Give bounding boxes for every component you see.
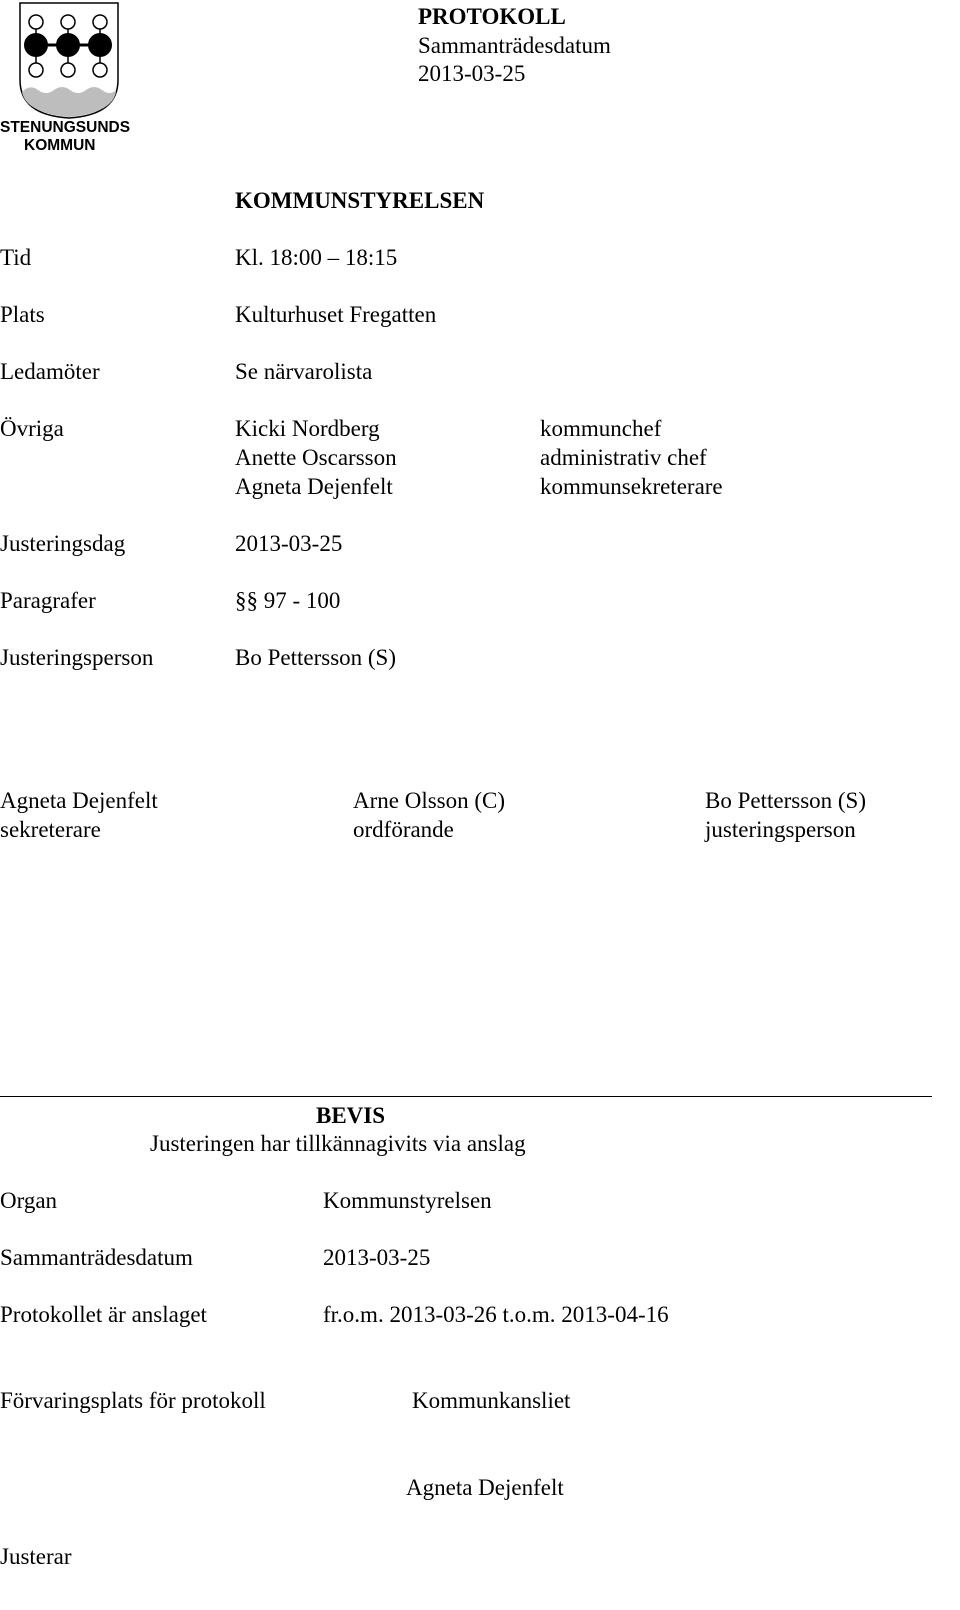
bevis-date-label: Sammanträdesdatum xyxy=(0,1245,193,1270)
ovriga-name: Anette Oscarsson xyxy=(235,445,397,470)
justeringsperson-label: Justeringsperson xyxy=(0,645,154,670)
justeringsdag-value: 2013-03-25 xyxy=(235,531,343,556)
ledamoter-value: Se närvarolista xyxy=(235,359,373,384)
ledamoter-label: Ledamöter xyxy=(0,359,100,384)
ovriga-name: Agneta Dejenfelt xyxy=(235,474,393,499)
bevis-subtitle: Justeringen har tillkännagivits via anslag xyxy=(150,1131,526,1156)
signature-name: Bo Pettersson (S) xyxy=(705,788,866,813)
justeringsdag-label: Justeringsdag xyxy=(0,531,126,556)
tid-value: Kl. 18:00 – 18:15 xyxy=(235,245,398,270)
bevis-title: BEVIS xyxy=(316,1103,386,1128)
signature-role: sekreterare xyxy=(0,817,101,842)
meeting-date-label: Sammanträdesdatum xyxy=(418,33,611,58)
justerar-label: Justerar xyxy=(0,1544,72,1569)
forvaring-label: Förvaringsplats för protokoll xyxy=(0,1388,266,1413)
document-title: PROTOKOLL xyxy=(418,4,566,29)
ovriga-role: kommunchef xyxy=(540,416,662,441)
paragrafer-label: Paragrafer xyxy=(0,588,96,613)
ovriga-role: administrativ chef xyxy=(540,445,707,470)
forvaring-value: Kommunkansliet xyxy=(412,1388,571,1413)
ovriga-role: kommunsekreterare xyxy=(540,474,723,499)
signature-role: justeringsperson xyxy=(705,817,856,842)
signature-role: ordförande xyxy=(353,817,454,842)
plats-label: Plats xyxy=(0,302,45,327)
ovriga-label: Övriga xyxy=(0,416,64,441)
plats-value: Kulturhuset Fregatten xyxy=(235,302,437,327)
meeting-date: 2013-03-25 xyxy=(418,61,526,86)
paragrafer-value: §§ 97 - 100 xyxy=(235,588,341,613)
ovriga-name: Kicki Nordberg xyxy=(235,416,380,441)
municipality-logo xyxy=(0,0,150,160)
organ-value: Kommunstyrelsen xyxy=(323,1188,492,1213)
organ-label: Organ xyxy=(0,1188,58,1213)
bevis-signer: Agneta Dejenfelt xyxy=(406,1475,564,1500)
justeringsperson-value: Bo Pettersson (S) xyxy=(235,645,396,670)
coat-of-arms-icon xyxy=(0,0,150,125)
logo-text-line2: KOMMUN xyxy=(24,137,96,154)
signature-name: Arne Olsson (C) xyxy=(353,788,506,813)
logo-text-line1: STENUNGSUNDS xyxy=(0,119,131,136)
tid-label: Tid xyxy=(0,245,32,270)
anslaget-label: Protokollet är anslaget xyxy=(0,1302,207,1327)
bevis-date-value: 2013-03-25 xyxy=(323,1245,431,1270)
body-name: KOMMUNSTYRELSEN xyxy=(235,188,485,213)
signature-name: Agneta Dejenfelt xyxy=(0,788,158,813)
divider xyxy=(0,1096,932,1097)
anslaget-value: fr.o.m. 2013-03-26 t.o.m. 2013-04-16 xyxy=(323,1302,669,1327)
